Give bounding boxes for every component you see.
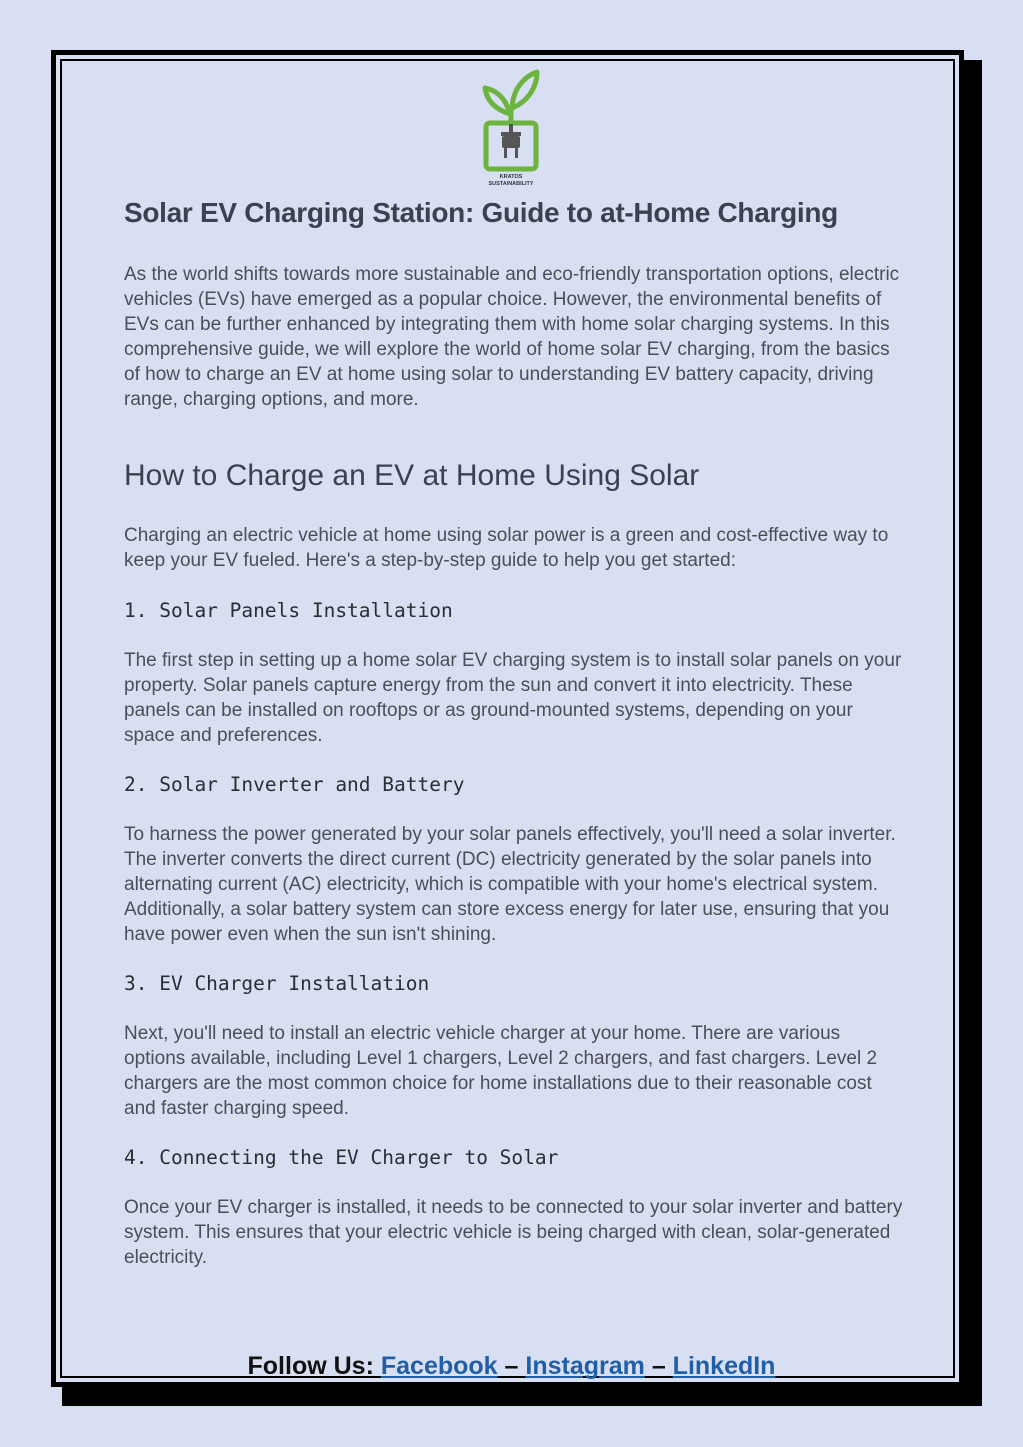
logo-right-leaf bbox=[512, 72, 537, 108]
footer-separator: – bbox=[504, 1352, 519, 1380]
linkedin-link[interactable]: LinkedIn bbox=[672, 1352, 776, 1380]
step-heading: 2. Solar Inverter and Battery bbox=[124, 773, 465, 796]
facebook-link[interactable]: Facebook bbox=[380, 1352, 498, 1380]
footer-separator: – bbox=[651, 1352, 666, 1380]
step-body: Once your EV charger is installed, it needs to be connected to your solar inverter and battery system. This ensures that your electric vehicle is being charged with clean, solar-generated electricity. bbox=[124, 1197, 903, 1268]
step-body: The first step in setting up a home solar EV charging system is to install solar panels on your property. Solar panels capture energy from the sun and convert it into electricity. These panels can be installed on rooftops or as ground-mounted systems, depending on your space and preferences. bbox=[124, 650, 902, 746]
section-intro-paragraph: Charging an electric vehicle at home using solar power is a green and cost-effective way to keep your EV fueled. Here's a step-by-step guide to help you get started: bbox=[124, 525, 889, 571]
kratos-logo bbox=[475, 66, 547, 188]
follow-us-label: Follow Us: bbox=[247, 1352, 374, 1380]
section-heading: How to Charge an EV at Home Using Solar bbox=[124, 459, 700, 492]
logo-left-leaf bbox=[485, 88, 510, 114]
logo-plug bbox=[502, 136, 520, 148]
follow-us-footer bbox=[0, 1352, 1023, 1381]
logo-brand-line2: SUSTAINABILITY bbox=[488, 181, 534, 187]
step-heading: 4. Connecting the EV Charger to Solar bbox=[124, 1146, 559, 1169]
logo-brand-line1: KRATOS bbox=[499, 174, 523, 180]
step-heading: 3. EV Charger Installation bbox=[124, 972, 430, 995]
step-body: To harness the power generated by your solar panels effectively, you'll need a solar inverter. The inverter converts the direct current (DC) electricity generated by the solar panels into alternating current (AC) electricity, which is compatible with your home's electrical system. Additionally, a solar battery system can store excess energy for later use, ensuring that you have power even when the sun isn't shining. bbox=[124, 824, 896, 945]
page-title: Solar EV Charging Station: Guide to at-Home Charging bbox=[124, 197, 838, 228]
step-heading: 1. Solar Panels Installation bbox=[124, 599, 453, 622]
intro-paragraph: As the world shifts towards more sustainable and eco-friendly transportation options, electric vehicles (EVs) have emerged as a popular choice. However, the environmental benefits of EVs can be further enhanced by integrating them with home solar charging systems. In this comprehensive guide, we will explore the world of home solar EV charging, from the basics of how to charge an EV at home using solar to understanding EV battery capacity, driving range, charging options, and more. bbox=[124, 264, 900, 410]
step-body: Next, you'll need to install an electric vehicle charger at your home. There are various options available, including Level 1 chargers, Level 2 chargers, and fast chargers. Level 2 chargers are the most common choice for home installations due to their reasonable cost and faster charging speed. bbox=[124, 1023, 878, 1119]
instagram-link[interactable]: Instagram bbox=[525, 1352, 645, 1380]
